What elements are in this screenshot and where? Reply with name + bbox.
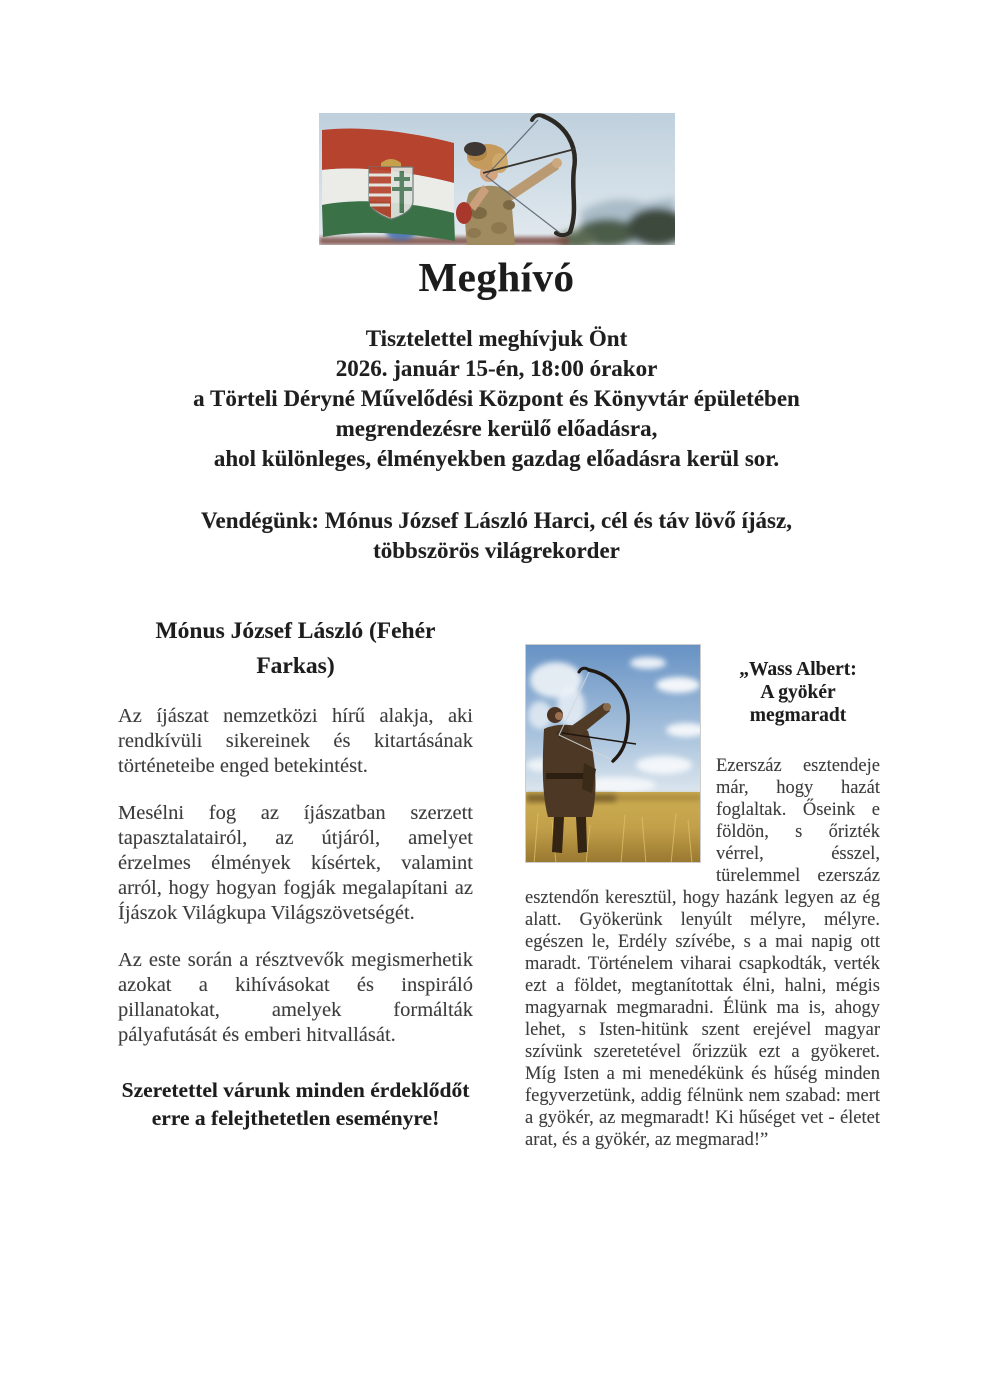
coat-of-arms (369, 159, 413, 219)
closing-invitation-text: Szeretettel várunk minden érdeklődőt erre a felejthetetlen eseményre! (121, 1078, 470, 1130)
quote-heading-line: „Wass Albert: (739, 659, 857, 680)
invitation-line: 2026. január 15-én, 18:00 órakor (335, 356, 658, 381)
left-column (118, 614, 473, 1151)
invitation-line: megrendezésre kerülő előadásra, (335, 416, 658, 441)
page-title: Meghívó (418, 254, 575, 300)
red-bracer (456, 202, 472, 224)
content-columns (0, 614, 993, 1151)
quote-text: Ezerszáz esztendeje már, hogy hazát foglaltak. Őseink e földön, s őrizték vérrel, ésszel, türelemmel ezerszáz esztendőn keresztül, hogy hazánk legyen az ég alatt. Gyökerünk lenyúlt mélyre, mélyre. egészen le, Erdély szívébe, s a mai napig ott maradt. Történelem viharai csapkodták, verték ezt a földet, megtanítottak élni, halni, mégis magyarnak megmaradni. Élünk ma is, ahogy lehet, s Isten-hitünk szent erejével magyar szívünk szeretetével őrizzük ezt a gyökeret. Míg Isten a mi menedékünk és hűség minden fegyverzetünk, addig félnünk nem szabad: mert a gyökér, az megmaradt! Ki hűséget vet - életet arat, és a gyökér, az megmarad!” (525, 756, 880, 1150)
quote-heading-line: megmaradt (749, 705, 847, 726)
quote-heading-line: A gyökér (760, 682, 836, 703)
guest-line: többszörös világrekorder (373, 538, 620, 563)
left-column-heading: Mónus József László (Fehér Farkas) (155, 618, 436, 679)
invitation-line: ahol különleges, élményekben gazdag előadásra kerül sor. (213, 446, 780, 471)
invitation-block (0, 324, 993, 474)
invitation-line: a Törteli Déryné Művelődési Központ és Könyvtár épületében (193, 386, 800, 411)
left-paragraph: Az íjászat nemzetközi hírű alakja, aki rendkívüli sikereinek és kitartásának történeteibe enged betekintést. (118, 705, 473, 777)
header-archer-flag-image (319, 113, 675, 245)
guest-block (0, 506, 993, 566)
left-paragraph: Mesélni fog az íjászatban szerzett tapasztalatairól, az útjáról, amelyet érzelmes élmények kísértek, valamint arról, hogy hogyan fogják megalapítani az Íjászok Világkupa Világszövetségét. (118, 802, 473, 924)
header-archer-flag-illustration (319, 113, 675, 245)
hungarian-flag (322, 128, 455, 241)
left-paragraph: Az este során a résztvevők megismerhetik azokat a kihívásokat és inspiráló pillanatokat, amelyek formálták pályafutását és emberi hitvallását. (118, 949, 473, 1046)
invitation-line: Tisztelettel meghívjuk Önt (365, 326, 628, 351)
archer-field-image (525, 644, 701, 863)
grip-hand (603, 703, 611, 711)
guest-line: Vendégünk: Mónus József László Harci, cél és táv lövő íjász, (201, 508, 792, 533)
archer-field-illustration (526, 645, 701, 863)
right-column (525, 614, 880, 1151)
